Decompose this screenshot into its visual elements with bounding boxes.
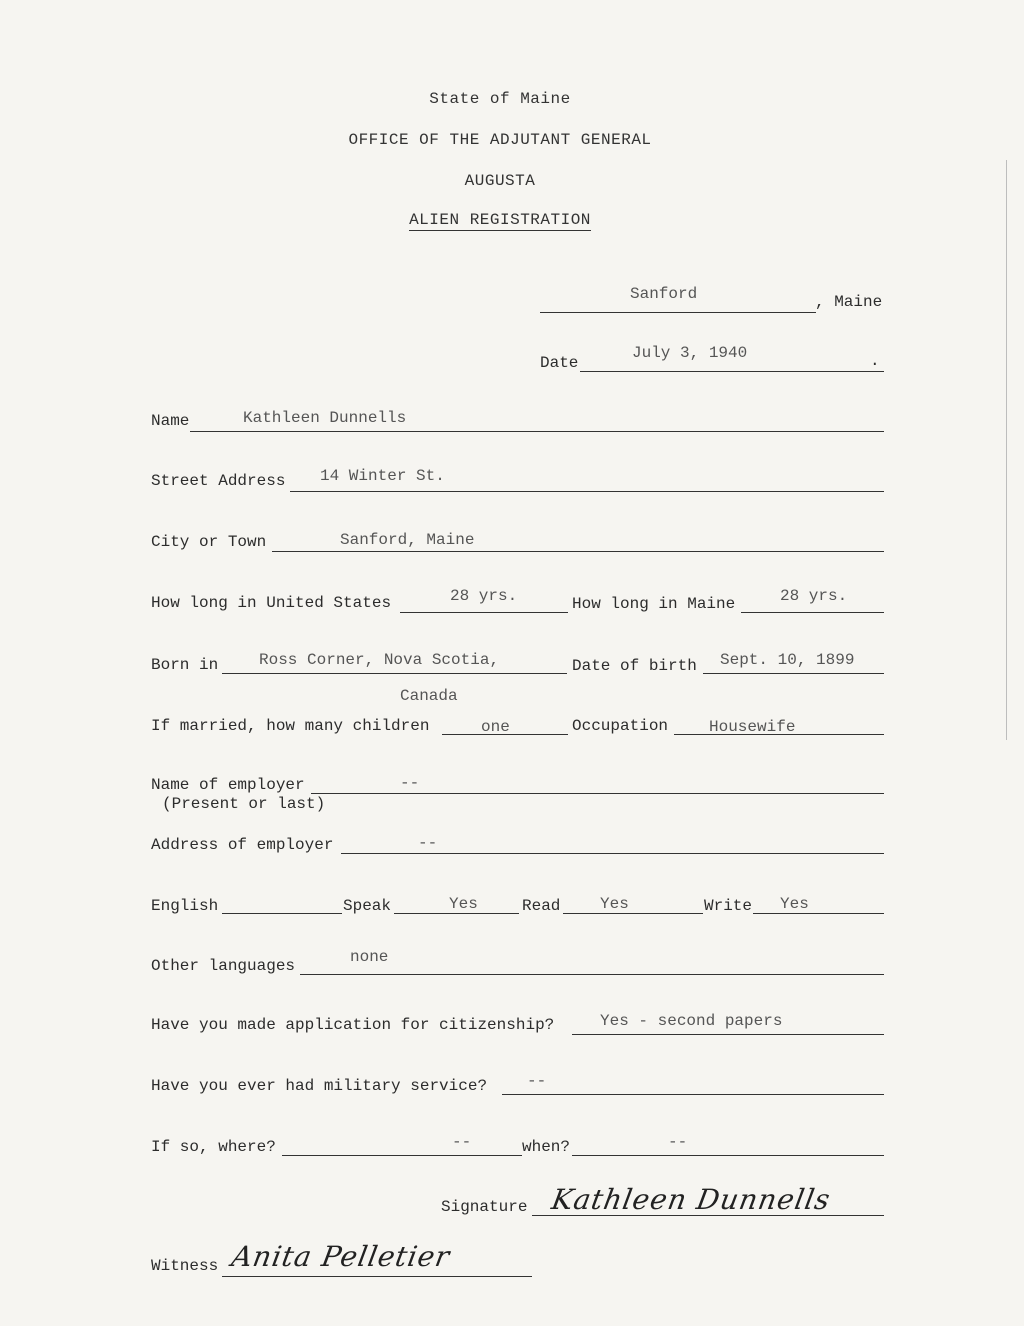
witness-label: Witness <box>151 1257 219 1275</box>
employer-address-line <box>341 853 884 854</box>
scan-edge-line <box>1006 160 1007 740</box>
where-line <box>282 1155 522 1156</box>
military-label: Have you ever had military service? <box>151 1077 488 1095</box>
city-label: City or Town <box>151 533 267 551</box>
occupation-label: Occupation <box>572 717 669 735</box>
citizenship-value: Yes - second papers <box>600 1012 783 1030</box>
citizenship-label: Have you made application for citizenship? <box>151 1016 555 1034</box>
name-label: Name <box>151 412 190 430</box>
signature-label: Signature <box>441 1198 528 1216</box>
how-long-us-value: 28 yrs. <box>450 587 518 605</box>
employer-address-label: Address of employer <box>151 836 334 854</box>
when-value: -- <box>668 1133 688 1151</box>
write-line <box>753 913 884 914</box>
children-value: one <box>481 718 510 736</box>
born-in-value-line2: Canada <box>400 687 458 705</box>
witness-line <box>222 1276 532 1277</box>
street-address-label: Street Address <box>151 472 286 490</box>
street-address-line <box>290 491 884 492</box>
witness-handwriting: Anita Pelletier <box>229 1240 453 1273</box>
read-value: Yes <box>600 895 629 913</box>
occupation-line <box>674 734 884 735</box>
header-state: State of Maine <box>429 90 571 108</box>
date-label: Date <box>540 354 579 372</box>
born-in-line <box>222 673 567 674</box>
children-label: If married, how many children <box>151 717 430 735</box>
signature-handwriting: Kathleen Dunnells <box>549 1183 834 1216</box>
when-line <box>572 1155 884 1156</box>
signature-line <box>532 1215 884 1216</box>
read-label: Read <box>522 897 561 915</box>
header-title <box>0 211 1000 229</box>
how-long-maine-value: 28 yrs. <box>780 587 848 605</box>
speak-label: Speak <box>343 897 392 915</box>
other-languages-label: Other languages <box>151 957 296 975</box>
employer-name-line <box>311 793 884 794</box>
date-value: July 3, 1940 <box>632 344 748 362</box>
write-value: Yes <box>780 895 809 913</box>
how-long-us-label: How long in United States <box>151 594 392 612</box>
date-of-birth-value: Sept. 10, 1899 <box>720 651 855 669</box>
header-city: AUGUSTA <box>464 172 536 190</box>
how-long-us-line <box>400 612 568 613</box>
name-value: Kathleen Dunnells <box>243 409 407 427</box>
write-label: Write <box>704 897 753 915</box>
place-line <box>540 312 816 313</box>
where-value: -- <box>452 1133 472 1151</box>
header-office: OFFICE OF THE ADJUTANT GENERAL <box>348 131 652 149</box>
english-label: English <box>151 897 219 915</box>
when-label: when? <box>522 1138 571 1156</box>
military-line <box>502 1094 884 1095</box>
speak-value: Yes <box>449 895 478 913</box>
employer-address-value: -- <box>418 834 438 852</box>
form-title: ALIEN REGISTRATION <box>409 211 591 229</box>
born-in-value: Ross Corner, Nova Scotia, <box>259 651 500 669</box>
date-of-birth-label: Date of birth <box>572 657 697 675</box>
street-address-value: 14 Winter St. <box>320 467 445 485</box>
date-end-mark: . <box>870 352 880 370</box>
employer-name-sublabel: (Present or last) <box>162 795 326 813</box>
other-languages-line <box>300 974 884 975</box>
date-of-birth-line <box>703 673 884 674</box>
place-state-label: , Maine <box>815 293 883 311</box>
speak-line <box>394 913 519 914</box>
citizenship-line <box>572 1034 884 1035</box>
read-line <box>563 913 703 914</box>
employer-name-label: Name of employer <box>151 776 305 794</box>
born-in-label: Born in <box>151 656 219 674</box>
employer-name-value: -- <box>400 774 420 792</box>
military-value: -- <box>527 1072 547 1090</box>
occupation-value: Housewife <box>709 718 796 736</box>
date-line <box>580 371 884 372</box>
where-label: If so, where? <box>151 1138 276 1156</box>
how-long-maine-label: How long in Maine <box>572 595 736 613</box>
city-line <box>272 551 884 552</box>
english-line <box>222 913 342 914</box>
name-line <box>190 431 884 432</box>
how-long-maine-line <box>741 612 884 613</box>
other-languages-value: none <box>350 948 389 966</box>
children-line <box>442 734 568 735</box>
place-town-value: Sanford <box>630 285 698 303</box>
city-value: Sanford, Maine <box>340 531 475 549</box>
